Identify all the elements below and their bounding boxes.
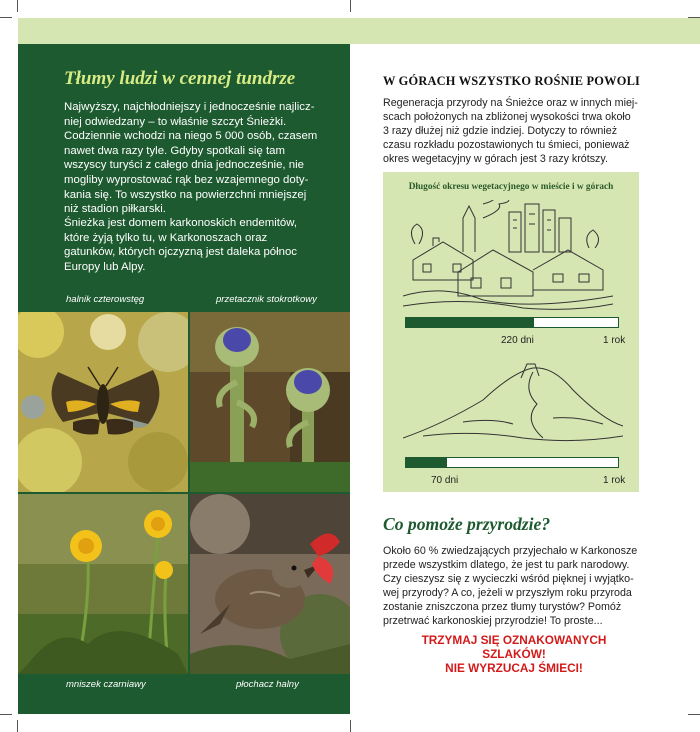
bird-photo [190, 494, 350, 674]
city-bar [405, 317, 619, 328]
text-line: Europy lub Alpy. [64, 260, 146, 273]
text-line: przede wszystkim dlatego, że jest tu park narodowy. [383, 559, 630, 571]
text-line: niej odwiedzany – to właśnie szczyt Śnieżki. [64, 115, 287, 128]
moth-photo [18, 312, 188, 492]
mountain-bar-fill [406, 458, 447, 467]
text-line: okres wegetacyjny w górach jest 3 razy krótszy. [383, 153, 608, 165]
right-paragraph-1 [383, 96, 645, 166]
text-line: mogliby wyprostować rąk bez wzajemnego doty- [64, 173, 309, 186]
city-bar-fill [406, 318, 534, 327]
caption-flower: przetacznik stokrotkowy [216, 294, 317, 305]
text-line: kania się. To wszystko na powierzchni mniejszej [64, 188, 307, 201]
warning-text [383, 634, 645, 675]
crop-mark [350, 0, 351, 12]
text-line: zostanie zniszczona przez tłumy turystów? Pomóż [383, 601, 622, 613]
crop-mark [0, 17, 12, 18]
chart-title: Długość okresu wegetacyjnego w mieście i w górach [408, 182, 614, 192]
right-paragraph-2 [383, 544, 645, 628]
caption-dandelion: mniszek czarniawy [66, 679, 146, 690]
text-line: czasu rozkładu pozostawionych tu śmieci, ponieważ [383, 139, 630, 151]
text-line: Około 60 % zwiedzających przyjechało w Karkonosze [383, 545, 638, 557]
right-title: W GÓRACH WSZYSTKO ROŚNIE POWOLI [383, 74, 641, 88]
vegetation-chart [383, 172, 639, 492]
warning-line: NIE WYRZUCAJ ŚMIECI! [445, 660, 583, 675]
warning-line: SZLAKÓW! [482, 646, 546, 661]
crop-mark [688, 714, 700, 715]
left-title: Tłumy ludzi w cennej tundrze [64, 68, 296, 89]
flower-photo [190, 312, 350, 492]
left-paragraph-1 [64, 100, 334, 217]
text-line: gatunków, których ojczyzną jest daleka północ [64, 246, 298, 259]
text-line: Czy cieszysz się z wycieczki wśród pięknej i wyjątko- [383, 573, 634, 585]
text-line: przetrwać karkonoskiej przyrodzie! To proste... [383, 615, 603, 627]
text-line: scach położonych na zbliżonej wysokości trwa około [383, 111, 631, 123]
mountain-days-label: 70 dni [431, 475, 459, 486]
mountain-bar [405, 457, 619, 468]
top-band [18, 18, 700, 44]
crop-mark [17, 0, 18, 12]
text-line: 3 razy dłużej niż gdzie indziej. Dotyczy to również [383, 125, 618, 137]
dandelion-photo [18, 494, 188, 674]
text-line: Regeneracja przyrody na Śnieżce oraz w innych miej- [383, 97, 638, 109]
city-days-label: 220 dni [501, 335, 534, 346]
mountain-illustration [403, 360, 623, 446]
caption-moth: halnik czterowstęg [66, 294, 145, 305]
year-label: 1 rok [603, 475, 626, 486]
left-paragraph-2 [64, 216, 334, 274]
text-line: nawet dwa razy tyle. Gdyby spotkali się tam [64, 144, 285, 157]
text-line: które żyją tylko tu, w Karkonoszach oraz [64, 231, 268, 244]
warning-line: TRZYMAJ SIĘ OZNAKOWANYCH [421, 633, 607, 647]
text-line: Najwyższy, najchłodniejszy i jednocześnie najlicz- [64, 101, 315, 113]
text-line: Śnieżka jest domem karkonoskich endemitów, [64, 217, 297, 229]
text-line: wej przyrody? A co, jeżeli w przyszłym roku przyroda [383, 587, 632, 599]
city-illustration [403, 200, 613, 312]
year-label: 1 rok [603, 335, 626, 346]
left-panel [18, 44, 350, 714]
crop-mark [350, 720, 351, 732]
crop-mark [0, 714, 12, 715]
text-line: Codziennie wchodzi na niego 5 000 osób, czasem [64, 130, 318, 143]
text-line: niż stadion piłkarski. [64, 203, 166, 216]
help-title: Co pomoże przyrodzie? [383, 514, 551, 534]
text-line: wszyscy turyści z całego dnia jednocześnie, nie [64, 159, 304, 172]
caption-bird: płochacz halny [236, 679, 299, 690]
crop-mark [17, 720, 18, 732]
